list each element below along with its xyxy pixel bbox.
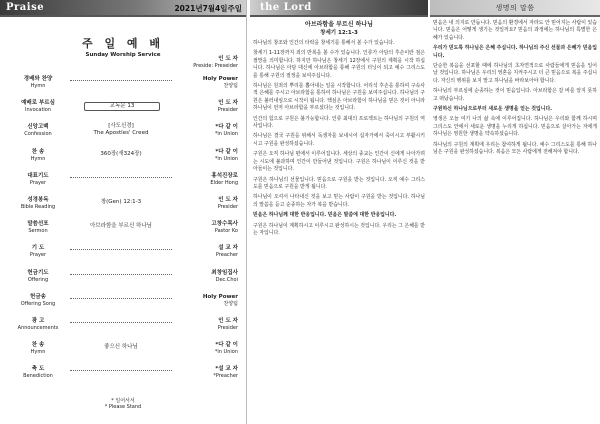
order-item-detail: 아브라함을 부르신 하나님: [90, 223, 152, 230]
paragraph: 하나님은 결국 구원을 위해서 독생자를 보내시어 십자가에서 죽이시고 부활시키시고 구원을 완성하셨습니다.: [253, 133, 425, 147]
order-person-ko: 인 도 자: [218, 318, 238, 324]
order-item-ko: 기 도: [31, 245, 45, 252]
worship-order-panel: [0, 0, 247, 424]
order-person-ko: 고창수목사: [211, 221, 238, 228]
order-person-en: 찬양팀: [223, 300, 238, 307]
paragraph: 구원은 하나님이 계획하시고 이루시고 완성하시는 것입니다. 우리는 그 은혜를 받는 자입니다.: [253, 222, 425, 236]
order-item-label: [8, 149, 68, 162]
order-dots: [70, 80, 172, 81]
order-row: [0, 76, 246, 92]
order-item-person: [174, 100, 238, 113]
order-item-detail: 교독문 13: [84, 102, 160, 111]
leader-ko: 인 도 자: [218, 56, 238, 62]
paragraph: 우리가 믿도록 하나님은 은혜 주십니다. 하나님의 주신 선물과 은혜가 믿음입니다.: [433, 45, 597, 59]
order-item-en: Offering Song: [20, 300, 56, 307]
order-person-en: Preacher: [215, 252, 238, 259]
word-header: [430, 0, 600, 17]
order-item-ko: 성경봉독: [27, 197, 49, 203]
order-dots: [70, 274, 172, 275]
order-item-person: [174, 294, 238, 307]
order-item-en: Benediction: [23, 373, 53, 380]
paragraph: 믿음은 내 의지로 만듭니다. 믿음의 환경에서 자라도 안 믿어지는 사람이 있습니다. 믿음은 어떻게 생기는 것일까요? 믿음의 과정에는 하나님의 특별한 은혜가 있습니다.: [433, 20, 597, 41]
order-item-detail: [사도신경] The Apostles' Creed: [93, 123, 149, 136]
order-item-person: [174, 221, 238, 234]
sermon-body: [250, 40, 428, 237]
paragraph: 하나님의 창조와 인간의 타락을 창세기를 통해서 볼 수가 있습니다.: [253, 40, 395, 46]
order-person-en: Presider: [217, 107, 238, 114]
order-person-en: Presider: [217, 204, 238, 210]
paragraph: 하나님은 원죄의 뿌리를 뽑아내는 일을 시작합니다. 어리석 후손을 통하여 구속사적 은혜를 주시고 아브라함을 통하여 하나님은 구원을 보여주십니다. 하나님의 구원은 불러내심으로 시작이 됩니다. 핵심은 아브라함이 하나님을 믿은 것이 아니라 하나님이 먼저 아브라함을 부르셨다는 것입니다.: [253, 83, 425, 112]
praise-header: [0, 0, 246, 17]
order-row: [0, 318, 246, 334]
order-row: [0, 124, 246, 140]
order-item-detail: 360장(새324장): [100, 150, 142, 157]
order-person-ko: *다 같 이: [215, 342, 238, 349]
order-row: [0, 221, 246, 237]
order-item-label: [8, 366, 68, 379]
stand-note: [0, 398, 246, 410]
order-dots: [70, 298, 172, 299]
bulletin-date: 2021년7월4일주일: [174, 4, 242, 13]
order-row: [0, 100, 246, 116]
order-person-en: Dec.Choi: [215, 276, 238, 283]
order-item-en: Confession: [24, 131, 52, 138]
order-item-ko: 경배와 찬양: [23, 76, 53, 82]
order-person-ko: Holy Power: [202, 293, 238, 300]
order-person-ko: *설 교 자: [215, 366, 238, 373]
order-item-label: [8, 173, 68, 186]
paragraph: 구원은 하나님의 선물입니다. 믿음으로 구원을 받는 것입니다. 오직 예수 그리스도를 믿음으로 구원을 받게 됩니다.: [253, 176, 425, 190]
order-item-person: [174, 366, 238, 379]
order-item-en: Offering: [27, 276, 49, 283]
leader-en: Preside: Preseider: [193, 63, 238, 69]
order-item-ko: 헌금기도: [27, 269, 49, 276]
order-item-ko: 신앙고백: [27, 124, 49, 131]
paragraph: 하나님의 부르심에 순종하는 것이 믿음입니다. 아브라함은 갈 바를 알지 못하고 떠났습니다.: [433, 88, 597, 102]
order-item-ko: 찬 송: [31, 148, 45, 155]
sermon-reference: 창세기 12:1-3: [320, 30, 358, 36]
order-person-ko: Holy Power: [202, 76, 238, 82]
worship-title: 주 일 예 배: [82, 37, 164, 50]
paragraph: 구원은 오직 하나님 편에서 이루어집니다. 세상의 종교는 인간이 신에게 나아가려는 시도에 불과하며 인간이 만들어낸 것입니다. 구원은 하나님이 이루신 것을 받아들이는 것입니다.: [253, 151, 425, 173]
order-row: [0, 366, 246, 382]
order-row: [0, 197, 246, 213]
order-person-ko: 최창임집사: [211, 269, 238, 276]
stand-note-ko: * 일어서서: [111, 398, 135, 404]
order-item-ko: 말씀선포: [27, 221, 49, 228]
paragraph: 믿음은 하나님께 대한 반응입니다. 믿음은 말씀에 대한 반응입니다.: [253, 212, 397, 219]
order-item-label: [8, 100, 68, 113]
order-person-ko: 인 도 자: [218, 100, 238, 107]
order-item-label: [8, 342, 68, 355]
order-person-ko: 설 교 자: [218, 245, 238, 252]
order-item-person: [174, 245, 238, 258]
word-of-life-panel: [430, 0, 600, 424]
sermon-title: 아브라함을 부르신 하나님: [305, 21, 373, 28]
worship-subtitle: Sunday Worship Service: [85, 52, 161, 58]
order-item-en: Prayer: [29, 252, 47, 259]
order-person-en: *in Union: [214, 155, 238, 162]
order-item-ko: 축 도: [31, 366, 45, 373]
praise-label: Praise: [6, 2, 45, 13]
order-item-person: [174, 124, 238, 137]
order-person-en: *in Union: [214, 349, 238, 356]
order-row: [0, 173, 246, 189]
paragraph: 하나님이 오셔서 나타내신 것을 보고 믿는 사람이 구원을 받는 것입니다. 하나님의 말씀을 듣고 순종하는 자가 복을 받습니다.: [253, 194, 425, 208]
order-item-detail: 좋으신 하나님: [104, 344, 138, 351]
order-item-ko: 대표기도: [27, 172, 49, 179]
order-item-person: [174, 342, 238, 355]
order-item-en: Hymn: [30, 83, 46, 89]
order-item-person: [174, 173, 238, 186]
order-item-en: Bible Reading: [20, 204, 56, 210]
order-item-ko: 예배로 부르심: [21, 100, 55, 107]
order-row: [0, 149, 246, 165]
order-person-ko: *다 같 이: [215, 124, 238, 131]
order-person-en: Pastor Ko: [214, 228, 238, 235]
stand-note-en: * Please Stand: [104, 404, 142, 410]
order-item-en: Announcements: [17, 325, 59, 331]
lord-label: the Lord: [260, 2, 312, 13]
order-item-label: [8, 221, 68, 234]
order-row: [0, 342, 246, 358]
paragraph: 영생은 오늘 여기 나의 삶 속에 이루어집니다. 하나님은 우리와 함께 하시며 그리스도 안에서 새로운 생명을 누리게 하십니다. 믿음으로 살아가는 자에게 하나님은 영원한 생명을 약속하셨습니다.: [433, 116, 597, 138]
order-item-label: [8, 318, 68, 331]
order-row: [0, 270, 246, 286]
order-item-detail: 창(Gen) 12:1-3: [100, 199, 142, 205]
order-person-en: Presider: [217, 325, 238, 331]
order-row: [0, 245, 246, 261]
order-person-ko: 인 도 자: [218, 197, 238, 203]
order-dots: [70, 322, 172, 323]
order-item-label: [8, 270, 68, 283]
lord-header: [250, 0, 428, 17]
order-item-ko: 광 고: [31, 318, 45, 324]
order-item-person: [174, 76, 238, 89]
order-item-person: [174, 270, 238, 283]
order-item-person: [174, 318, 238, 331]
order-dots: [70, 370, 172, 371]
order-person-en: Elder Hong: [210, 179, 238, 186]
paragraph: 단순한 복음을 선포할 때에 하나님의 초자연적으로 사람들에게 믿음을 일어 날 것입니다. 하나님은 우리의 영혼을 지켜주시고 더 큰 믿음으로 복을 주십니다. 자신의 행위를 보지 말고 하나님을 바라보아야 합니다.: [433, 63, 597, 84]
paragraph: 창세기 1-11장까지 죄의 반복을 볼 수가 있습니다. 인류가 아담의 후손이란 점은 절망을 의미합니다. 하지만 하나님은 창세기 12장에서 구원의 계획을 시작 하십니다. 하나님은 아담 대신에 아브라함을 통해 구원의 터닝이 되고 예수 그리스도를 통해 구원의 절정을 보여주십니다.: [253, 50, 425, 79]
order-item-label: [8, 245, 68, 258]
order-item-en: Hymn: [30, 155, 46, 162]
order-person-ko: 홍석진장로: [211, 172, 238, 179]
order-item-label: [8, 76, 68, 89]
order-item-en: Invocation: [24, 107, 52, 114]
order-item-ko: 찬 송: [31, 342, 45, 349]
paragraph: 하나님의 구원의 계획에 우리는 참여하게 됩니다. 예수 그리스도를 통해 하나님은 구원을 완성하셨습니다. 복음은 모든 사람에게 전해져야 합니다.: [433, 141, 597, 156]
sermon-panel: [250, 0, 428, 424]
order-item-label: [8, 294, 68, 307]
order-item-en: Sermon: [28, 228, 48, 235]
word-body: [430, 20, 600, 157]
word-label: 생명의 말씀: [495, 4, 535, 12]
order-person-en: *in Union: [214, 131, 238, 138]
paragraph: 구원하신 하나님으로부터 새로운 생명을 얻는 것입니다.: [433, 106, 553, 113]
leader-block: [193, 56, 238, 70]
order-item-person: [174, 149, 238, 162]
order-item-label: [8, 197, 68, 210]
order-item-ko: 헌금송: [30, 293, 46, 300]
order-item-en: Prayer: [29, 179, 47, 186]
order-dots: [70, 249, 172, 250]
order-person-ko: *다 같 이: [215, 148, 238, 155]
order-person-en: *Preacher: [213, 373, 238, 380]
order-dots: [70, 177, 172, 178]
order-person-en: 찬양팀: [223, 83, 238, 89]
order-item-en: Hymn: [30, 349, 46, 356]
order-item-person: [174, 197, 238, 210]
paragraph: 인간의 힘으로 구원은 불가능합니다. 인류 최대의 프로젝트는 하나님의 구원의 역사입니다.: [253, 115, 425, 130]
order-item-label: [8, 124, 68, 137]
order-row: [0, 294, 246, 310]
